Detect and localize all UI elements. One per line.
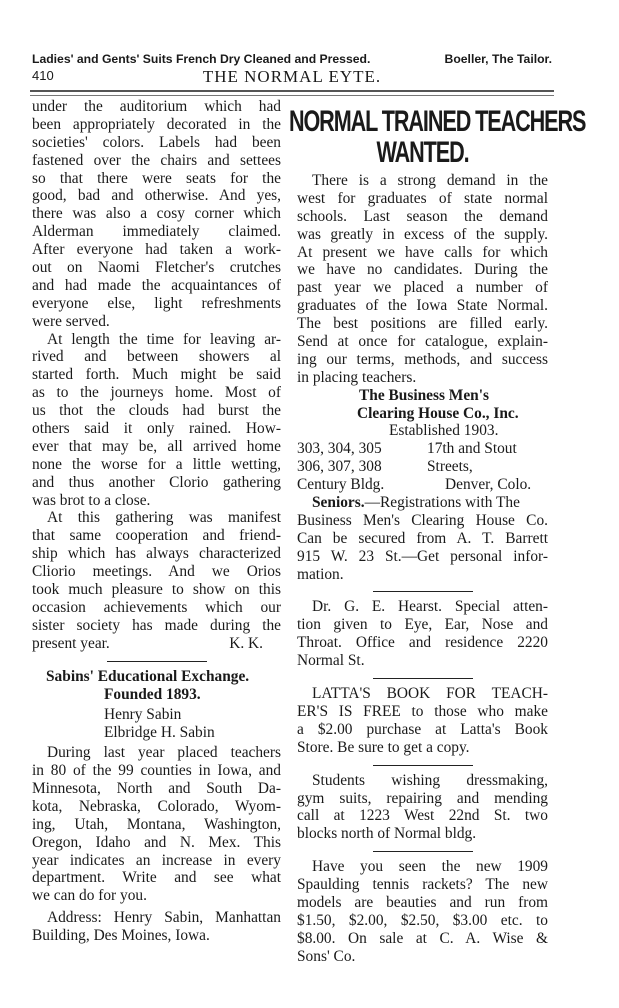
text-line: year indicates an increase in every [32,851,281,869]
text-line: At present we have calls for which [297,243,548,261]
text-line: a $2.00 purchase at Latta's Book [297,720,548,738]
teachers-paragraph [297,172,548,387]
text-line: ing our terms, methods, and success [297,350,548,368]
text-line: —Registrations with The [364,494,520,512]
rackets-notice [297,858,548,965]
text-line: we can do for you. [32,887,147,905]
address-cell: Denver, Colo. [445,476,532,494]
address-cell: 306, 307, 308 [297,458,382,476]
text-line: was greatly in excess of the supply. [297,225,548,243]
dressmaking-notice [297,772,548,844]
text-line: under the auditorium which had [32,98,281,115]
text-line: and thus another Clorio gathering [32,473,281,491]
text-line: Minnesota, North and South Da- [32,779,281,797]
text-line: $1.50, $2.00, $2.50, $3.00 etc. to [297,911,548,929]
sabin-heading [46,668,281,704]
address-cell: Streets, [427,458,473,476]
text-line: sister society has made during the [32,616,281,634]
publication-title: THE NORMAL EYTE. [202,67,382,86]
text-line: present year. [32,634,110,652]
text-line: Have you seen the new 1909 [312,858,548,876]
text-line: ER'S IS FREE to those who make [297,702,548,720]
seniors-notice [297,494,548,583]
seniors-label: Seniors. [312,494,365,512]
hearst-notice [297,598,548,670]
text-line: west for graduates of state normal [297,189,548,207]
text-line: models are beauties and run from [297,893,548,911]
text-line: After everyone had taken a work- [32,241,281,259]
text-line: During last year placed teachers [47,744,281,762]
name-line: Henry Sabin [104,706,182,724]
text-line: Oregon, Idaho and N. Mex. This [32,833,281,851]
text-line: ship which has always characterized [32,545,281,563]
sabin-address [32,909,281,945]
company-line: The Business Men's [359,386,489,404]
established: Established 1903. [389,422,499,440]
text-line: us thot the clouds had burst the [32,402,281,420]
text-line: started forth. Much might be said [32,366,281,384]
article-paragraph [32,98,281,331]
header-rule [30,90,554,96]
company-name [297,387,548,423]
text-line: Students wishing dressmaking, [312,771,548,789]
text-line: tion given to Eye, Ear, Nose and [297,616,548,634]
text-line: so that there were seats for the [32,169,281,187]
text-line: Throat. Office and residence 2220 [297,634,548,652]
text-line: there was also a cosy corner which [32,205,281,223]
text-line: out on Naomi Fletcher's crutches [32,259,281,277]
text-line: as to the journeys home. Most of [32,384,281,402]
text-line: 915 W. 23 St.—Get personal infor- [297,547,548,565]
address-cell: 303, 304, 305 [297,440,382,458]
text-line: Address: Henry Sabin, Manhattan [47,909,281,927]
text-line: that same cooperation and friend- [32,527,281,545]
text-line: was brot to a close. [32,491,151,509]
article-paragraph [32,509,281,652]
company-address [297,440,548,494]
right-column [288,98,586,966]
company-line: Clearing House Co., Inc. [357,404,519,422]
article-paragraph [32,331,281,510]
text-line: and had made the acquaintances of [32,276,281,294]
text-line: gym suits, repairing and mending [297,789,548,807]
heading-line: Sabins' Educational Exchange. [46,667,250,685]
text-line: Cliorio meetings. And we Orios [32,563,281,581]
text-line: none the worse for a little wetting, [32,455,281,473]
text-line: At this gathering was manifest [47,509,281,527]
text-line: occasion achievements which our [32,598,281,616]
heading-line: Founded 1893. [104,685,201,703]
section-divider [107,661,207,662]
text-line: The best positions are filled early. [297,315,548,333]
headline-line: WANTED. [376,136,469,169]
text-line [297,494,548,512]
author-signature: K. K. [229,634,263,652]
name-line: Elbridge H. Sabin [104,724,215,742]
text-line: past year we placed a number of [297,279,548,297]
sabin-names [32,706,281,742]
text-line: others said it only rained. How- [32,420,281,438]
text-line: schools. Last season the demand [297,207,548,225]
text-line: good, bad and otherwise. And yes, [32,187,281,205]
tailor-advert [32,52,552,66]
left-column [32,98,281,949]
text-line: There is a strong demand in the [312,172,548,189]
text-line: Store. Be sure to get a copy. [297,738,470,756]
text-line: in placing teachers. [297,368,417,386]
text-line: in 80 of the 99 counties in Iowa, and [32,762,281,780]
text-line: Dr. G. E. Hearst. Special atten- [312,598,548,616]
section-divider [373,765,473,766]
text-line: graduates of the Iowa State Normal. [297,297,548,315]
running-header [32,68,552,86]
advert-text: Ladies' and Gents' Suits French Dry Cleaned and Pressed. [32,52,371,66]
text-line: rived and between showers al [32,348,281,366]
text-line: we have no candidates. During the [297,261,548,279]
advert-sponsor: Boeller, The Tailor. [444,52,552,66]
page-number: 410 [32,68,54,83]
section-divider [373,678,473,679]
text-line: Send at once for catalogue, explain- [297,333,548,351]
text-line: Building, Des Moines, Iowa. [32,927,210,945]
text-line: fastened over the chairs and settees [32,151,281,169]
text-line: everyone else, light refreshments [32,294,281,312]
section-divider [373,851,473,852]
text-line: ever that may be, all arrived home [32,437,281,455]
text-line: Spaulding tennis rackets? The new [297,876,548,894]
spacer [32,945,281,949]
text-line: $8.00. On sale at C. A. Wise & [297,929,548,947]
text-line: blocks north of Normal bldg. [297,825,477,843]
text-line: kota, Nebraska, Colorado, Wyom- [32,797,281,815]
text-line: LATTA'S BOOK FOR TEACH- [312,685,548,703]
text-line: took much pleasure to show on this [32,581,281,599]
headline-line: NORMAL TRAINED TEACHERS [288,105,586,138]
text-line: Sons' Co. [297,947,356,965]
text-line: Business Men's Clearing House Co. [297,511,548,529]
text-line: societies' colors. Labels had been [32,133,281,151]
address-cell: 17th and Stout [427,440,517,458]
sabin-paragraph [32,744,281,905]
text-line: call at 1223 West 22nd St. two [297,807,548,825]
section-divider [373,591,473,592]
headline [288,105,586,169]
text-line: mation. [297,565,344,583]
latta-notice [297,685,548,757]
text-line: Can be secured from A. T. Barrett [297,529,548,547]
text-line: ing, Utah, Montana, Washington, [32,815,281,833]
text-line: been appropriately decorated in the [32,115,281,133]
address-cell: Century Bldg. [297,476,385,494]
text-line: department. Write and see what [32,869,281,887]
text-line: Alderman immediately claimed. [32,223,281,241]
text-line [32,635,281,653]
text-line: At length the time for leaving ar- [47,330,281,348]
text-line: were served. [32,312,110,330]
text-line: Normal St. [297,652,365,670]
